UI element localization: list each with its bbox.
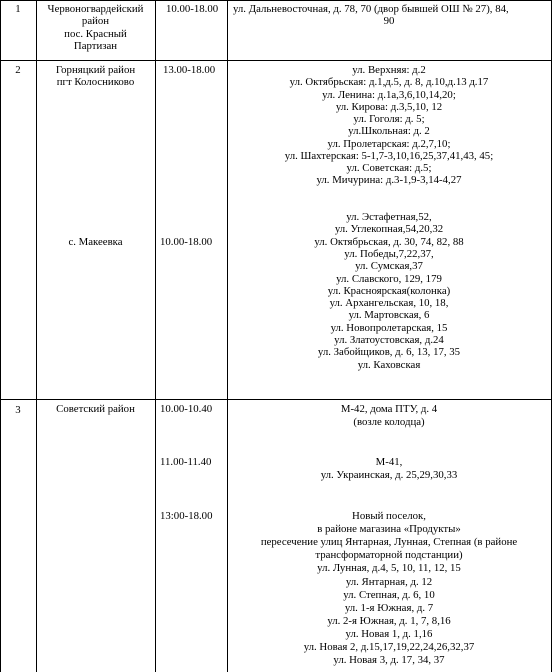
address-line: ул. Златоустовская, д.24 [334,334,444,346]
address-line: ул. Новая 3, д. 17, 34, 37 [333,654,445,667]
address-line: ул. Эстафетная,52, [346,211,432,223]
address-line: М-42, дома ПТУ, д. 4 [340,403,438,415]
address-line: ул.Школьная: д. 2 [348,125,430,138]
address-line: в районе магазина «Продукты» [317,523,461,536]
address-line: ул. Октябрьская: д.1,д.5, д. 8, д.10,д.13 д.17 [289,76,489,89]
address-line: ул. Верхняя: д.2 [352,64,426,76]
address-line: ул. 1-я Южная, д. 7 [344,601,434,614]
address-line: ул. Забойщиков, д. 6, 13, 17, 35 [317,346,461,359]
row-number: 3 [15,404,21,416]
row-number: 2 [15,64,21,76]
time-slot: 10.00-10.40 [160,403,213,415]
time-slot: 11.00-11.40 [160,456,212,468]
address-line: М-41, [375,456,403,468]
address-line: ул. Новая 1, д. 1,16 [345,627,433,640]
address-line: ул. Славского, 129, 179 [336,272,442,285]
district-line: Партизан [73,40,118,52]
address-line: ул. Сумская,37 [355,260,423,273]
address-line: трансформаторной подстанции) [315,549,463,562]
time-slot: 13.00-18.00 [163,64,216,76]
address-line: ул. Новая 2, д.15,17,19,22,24,26,32,37 [303,641,475,653]
address-line: ул. Мичурина: д.3-1,9-3,14-4,27 [316,174,462,187]
address-line: ул. Дальневосточная, д. 78, 70 (двор бывшей ОШ № 27), 84, [233,3,509,15]
district-line: район [81,15,110,27]
address-line: ул. Лунная, д.4, 5, 10, 11, 12, 15 [317,562,461,575]
district-line: Советский район [56,403,135,415]
row-divider-2-3 [0,399,552,400]
address-line: пересечение улиц Янтарная, Лунная, Степная (в районе [260,536,518,549]
address-line: ул. Углекопная,54,20,32 [334,223,444,236]
place-name: с. Макеевка [68,236,123,248]
time-slot: 10.00-18.00 [166,3,219,15]
time-slot: 13:00-18.00 [160,510,213,522]
row-divider-1-2 [0,60,552,61]
address-line: ул. Архангельская, 10, 18, [329,297,449,310]
address-line: ул. Мартовская, 6 [348,309,430,322]
address-line: ул. Степная, д. 6, 10 [343,588,435,601]
address-line: ул. Советская: д.5; [346,162,432,174]
address-line: 90 [383,15,395,27]
row-number: 1 [15,3,21,15]
address-line: ул. Пролетарская: д.2,7,10; [327,137,451,150]
address-line: ул. Янтарная, д. 12 [345,575,433,588]
address-line: ул. Ленина: д.1а,3,6,10,14,20; [322,88,456,101]
address-line: ул. Победы,7,22,37, [344,247,434,260]
address-line: ул. Новопролетарская, 15 [330,321,448,334]
address-line: ул. 2-я Южная, д. 1, 7, 8,16 [327,614,451,627]
address-line: ул. Красноярская(колонка) [327,284,451,297]
address-line: ул. Украинская, д. 25,29,30,33 [320,469,458,481]
col-line-district [155,0,156,672]
table-border-top [0,0,552,1]
address-line: ул. Кирова: д.3,5,10, 12 [335,100,443,113]
address-line: ул. Октябрьская, д. 30, 74, 82, 88 [314,235,464,248]
col-line-num [36,0,37,672]
address-line: ул. Шахтерская: 5-1,7-3,10,16,25,37,41,43, 45; [284,149,494,162]
district-line: Червоногвардейский [47,3,144,15]
time-slot: 10.00-18.00 [160,236,213,248]
address-line: Новый поселок, [352,510,426,522]
address-line: (возле колодца) [353,416,425,428]
district-line: пгт Колосниково [56,76,135,88]
address-line: ул. Каховская [357,358,421,371]
col-line-left [0,0,1,672]
district-line: пос. Красный [64,27,127,40]
address-line: ул. Гоголя: д. 5; [353,113,425,125]
district-line: Горняцкий район [55,64,136,76]
